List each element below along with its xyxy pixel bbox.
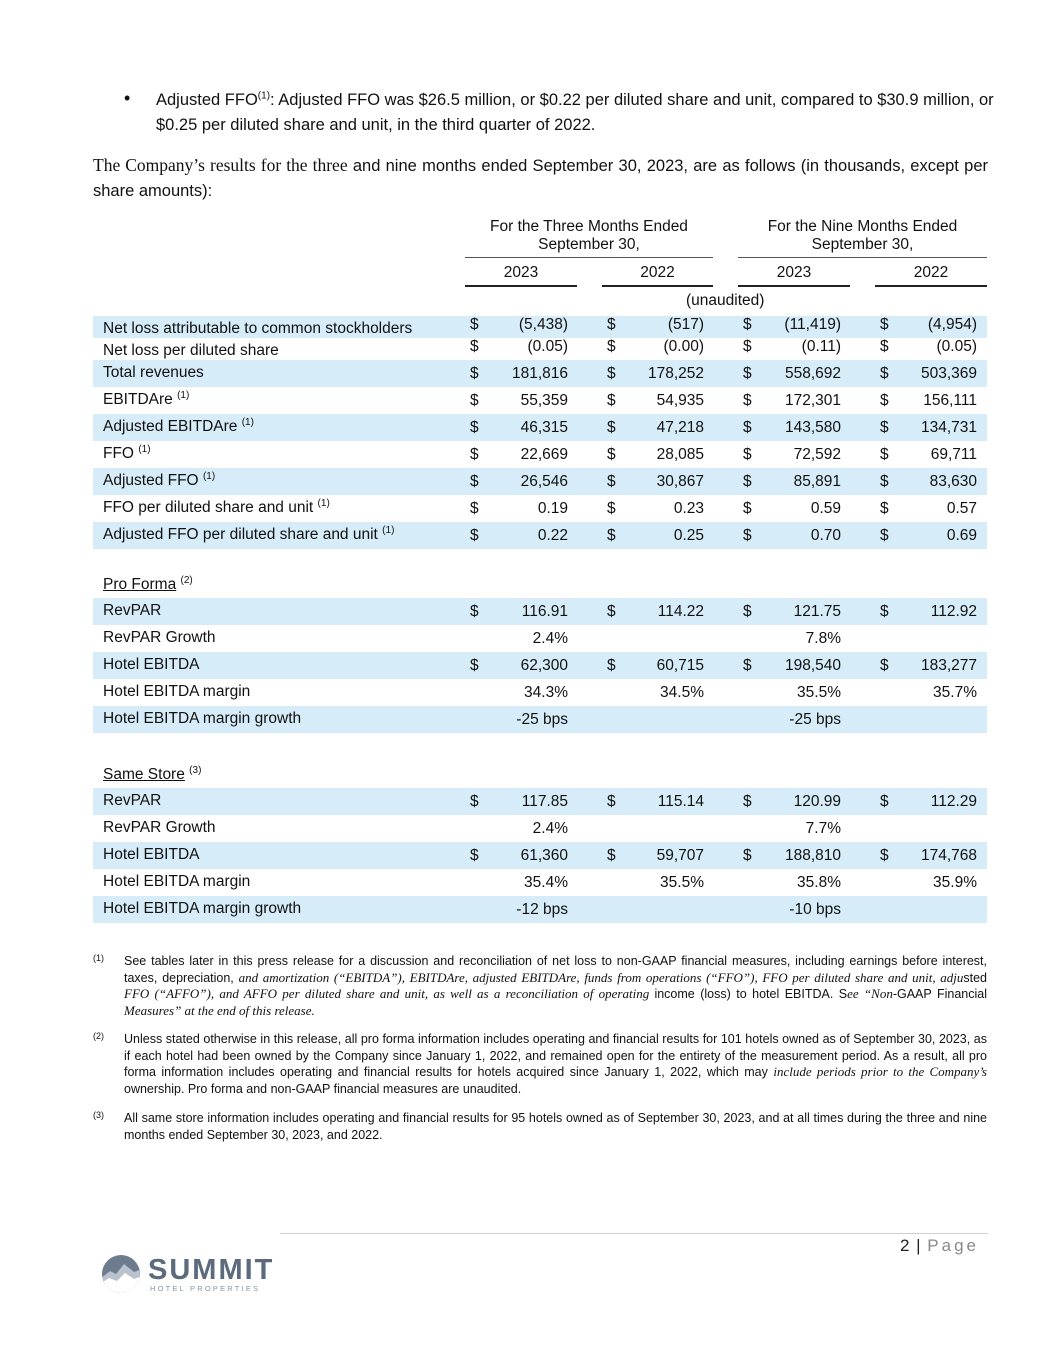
row-label-text: Net loss attributable to common stockholders [103, 320, 413, 337]
dollar-sign: $ [607, 527, 616, 544]
row-label [103, 499, 330, 517]
cell-value: 188,810 [784, 847, 841, 864]
cell-value: 61,360 [520, 847, 568, 864]
cell-value: (517) [667, 316, 704, 333]
dollar-sign: $ [743, 847, 752, 864]
cell-value: 0.69 [946, 527, 977, 544]
cell-value: 7.8% [805, 630, 841, 647]
dollar-sign: $ [743, 365, 752, 382]
same-store-title [103, 766, 201, 784]
cell-value: 72,592 [793, 446, 841, 463]
dollar-sign: $ [607, 847, 616, 864]
footnote-number: (3) [93, 1110, 104, 1120]
footnote-number: (1) [93, 953, 104, 963]
dollar-sign: $ [743, 419, 752, 436]
footnote-segment: and amortization (“EBITDA”), EBITDAre, adjusted EBITDAre, funds from operations (“FFO”), FFO per diluted share and unit, adju [238, 969, 964, 985]
year-col-4-rule [875, 285, 987, 287]
dollar-sign: $ [470, 847, 479, 864]
row-label-sup: (1) [382, 524, 395, 536]
table-row [93, 387, 987, 414]
row-label-sup: (1) [138, 443, 151, 455]
cell-value: 83,630 [929, 473, 977, 490]
cell-value: 35.9% [933, 874, 977, 891]
footnote-text [124, 1110, 987, 1143]
dollar-sign: $ [470, 338, 479, 355]
cell-value: 115.14 [657, 793, 704, 810]
cell-value: (0.05) [936, 338, 977, 355]
dollar-sign: $ [607, 338, 616, 355]
row-label [103, 418, 254, 436]
bullet-text [156, 88, 994, 138]
row-label-sup: (1) [177, 389, 190, 401]
row-label [103, 602, 161, 620]
footnote-segment: -GAAP Financial [892, 987, 987, 1001]
dollar-sign: $ [607, 473, 616, 490]
cell-value: 54,935 [656, 392, 704, 409]
cell-value: -25 bps [516, 711, 568, 728]
dollar-sign: $ [607, 365, 616, 382]
unaudited-label: (unaudited) [686, 292, 765, 309]
bullet-dot-icon: • [124, 88, 131, 108]
row-label-text: Net loss per diluted share [103, 342, 279, 359]
intro-serif: The Company’s results for the three [93, 155, 348, 175]
cell-value: -25 bps [789, 711, 841, 728]
row-label [103, 900, 301, 918]
cell-value: 85,891 [793, 473, 841, 490]
header-three-months-rule [465, 257, 713, 258]
dollar-sign: $ [470, 527, 479, 544]
footnote-segment: ee “Non [847, 986, 893, 1001]
dollar-sign: $ [743, 446, 752, 463]
row-label [103, 364, 204, 382]
table-row [93, 360, 987, 387]
dollar-sign: $ [470, 446, 479, 463]
cell-value: 46,315 [520, 419, 568, 436]
cell-value: 60,715 [656, 657, 704, 674]
pro-forma-row [93, 598, 987, 625]
dollar-sign: $ [880, 316, 889, 333]
row-label-text: Hotel EBITDA [103, 846, 200, 863]
footnote-segment: Measures” at the end of this release. [124, 1002, 315, 1018]
footnote-number: (2) [93, 1031, 104, 1041]
row-label-text: Hotel EBITDA [103, 656, 200, 673]
row-label [103, 792, 161, 810]
mountain-logo-icon [100, 1253, 142, 1295]
table-row [93, 338, 987, 360]
cell-value: -10 bps [789, 901, 841, 918]
dollar-sign: $ [607, 419, 616, 436]
table-row [93, 468, 987, 495]
cell-value: 558,692 [784, 365, 841, 382]
footnote-segment: See tables later in this press release for a discussion and reconciliation of net loss to non-GAAP financial measures, including earnings before interest, taxes, depreciation, [124, 954, 987, 985]
cell-value: 35.8% [797, 874, 841, 891]
cell-value: 7.7% [805, 820, 841, 837]
cell-value: 22,669 [520, 446, 568, 463]
cell-value: 0.23 [673, 500, 704, 517]
cell-value: (0.00) [663, 338, 704, 355]
year-col-3-rule [738, 285, 850, 287]
table-row [93, 495, 987, 522]
dollar-sign: $ [880, 527, 889, 544]
cell-value: 34.5% [660, 684, 704, 701]
row-label [103, 391, 189, 409]
dollar-sign: $ [743, 338, 752, 355]
cell-value: 62,300 [520, 657, 568, 674]
row-label-text: Hotel EBITDA margin growth [103, 900, 302, 917]
pro-forma-title [103, 576, 193, 594]
row-label [103, 342, 279, 360]
row-label-text: Adjusted EBITDAre [103, 418, 238, 435]
dollar-sign: $ [470, 392, 479, 409]
cell-value: 26,546 [520, 473, 568, 490]
cell-value: (0.11) [801, 338, 841, 355]
cell-value: 35.4% [524, 874, 568, 891]
cell-value: 178,252 [647, 365, 704, 382]
cell-value: (11,419) [784, 316, 841, 333]
dollar-sign: $ [470, 365, 479, 382]
pro-forma-row [93, 625, 987, 652]
same-store-sup: (3) [189, 764, 202, 776]
dollar-sign: $ [743, 473, 752, 490]
footnote-segment: All same store information includes operating and financial results for 95 hotels owned as of September 30, 2023, and at all times during the three and nine months ended September 30, 2023, and 2022. [124, 1111, 987, 1142]
footnote-segment: income (loss) to hotel EBITDA. S [654, 987, 848, 1001]
cell-value: 172,301 [784, 392, 841, 409]
cell-value: 143,580 [784, 419, 841, 436]
page-number [900, 1236, 979, 1256]
cell-value: 116.91 [521, 603, 568, 620]
dollar-sign: $ [743, 657, 752, 674]
table-row [93, 414, 987, 441]
dollar-sign: $ [607, 657, 616, 674]
intro-paragraph [93, 153, 988, 204]
dollar-sign: $ [743, 793, 752, 810]
dollar-sign: $ [880, 419, 889, 436]
page-separator: | [910, 1236, 928, 1255]
row-label [103, 445, 151, 463]
cell-value: 0.59 [810, 500, 841, 517]
cell-value: 120.99 [793, 793, 841, 810]
row-label [103, 819, 216, 837]
logo-subtitle: HOTEL PROPERTIES [150, 1284, 261, 1293]
table-row [93, 522, 987, 549]
cell-value: 121.75 [793, 603, 841, 620]
dollar-sign: $ [880, 473, 889, 490]
dollar-sign: $ [470, 793, 479, 810]
footnote-segment: FFO (“AFFO”), and AFFO per diluted share and unit, as well as a reconciliation of operating [124, 986, 655, 1001]
page-number-value: 2 [899, 1236, 911, 1255]
footnote-text [124, 1031, 987, 1097]
cell-value: 198,540 [784, 657, 841, 674]
table-row [93, 441, 987, 468]
dollar-sign: $ [880, 338, 889, 355]
cell-value: 0.57 [946, 500, 977, 517]
same-store-row [93, 788, 987, 815]
row-label-text: Hotel EBITDA margin [103, 873, 251, 890]
dollar-sign: $ [470, 316, 479, 333]
cell-value: 30,867 [656, 473, 704, 490]
row-label-text: Total revenues [103, 364, 204, 381]
header-three-months: For the Three Months Ended September 30, [490, 218, 688, 253]
cell-value: 114.22 [657, 603, 704, 620]
footnote-text [124, 953, 987, 1019]
dollar-sign: $ [470, 419, 479, 436]
dollar-sign: $ [880, 446, 889, 463]
dollar-sign: $ [470, 473, 479, 490]
cell-value: 174,768 [920, 847, 977, 864]
year-col-2: 2022 [640, 264, 675, 281]
footnote-segment: Unless stated otherwise in this release, all pro forma information includes operating and financial results for 101 hotels owned as of September 30, 2023, as if each hotel had been owned by the Company since January 1, 2022, and remained open for the entirety of the measurement period. As a result, all pro forma information includes operating and financial results for hotels acquired since January 1, 2022, which may [124, 1032, 987, 1079]
cell-value: (0.05) [527, 338, 568, 355]
row-label-text: Hotel EBITDA margin [103, 683, 251, 700]
bullet-sup: (1) [257, 90, 271, 102]
dollar-sign: $ [880, 657, 889, 674]
footer-rule [280, 1233, 988, 1234]
row-label-text: RevPAR [103, 602, 162, 619]
cell-value: 503,369 [920, 365, 977, 382]
dollar-sign: $ [470, 500, 479, 517]
footnote-segment: ownership. Pro forma and non-GAAP financial measures are unaudited. [124, 1081, 522, 1096]
row-label-text: RevPAR Growth [103, 819, 216, 836]
footnote-segment: sted [963, 970, 987, 985]
dollar-sign: $ [470, 603, 479, 620]
adjusted-ffo-bullet [124, 88, 994, 138]
footnote [93, 1110, 987, 1143]
dollar-sign: $ [607, 793, 616, 810]
header-nine-months-rule [738, 257, 987, 258]
pro-forma-row [93, 679, 987, 706]
row-label [103, 846, 199, 864]
row-label [103, 526, 394, 544]
year-col-1: 2023 [503, 264, 539, 281]
header-nine-months: For the Nine Months Ended September 30, [767, 218, 958, 253]
dollar-sign: $ [470, 657, 479, 674]
pro-forma-title-text: Pro Forma [103, 576, 177, 593]
dollar-sign: $ [880, 392, 889, 409]
row-label-text: RevPAR Growth [103, 629, 216, 646]
cell-value: 0.22 [537, 527, 568, 544]
cell-value: -12 bps [516, 901, 568, 918]
cell-value: 181,816 [511, 365, 568, 382]
cell-value: 112.29 [930, 793, 977, 810]
same-store-row [93, 815, 987, 842]
row-label [103, 472, 215, 490]
cell-value: 28,085 [656, 446, 704, 463]
cell-value: 35.5% [797, 684, 841, 701]
cell-value: 117.85 [521, 793, 568, 810]
same-store-row [93, 869, 987, 896]
summit-logo [100, 1253, 275, 1298]
cell-value: 2.4% [532, 630, 568, 647]
dollar-sign: $ [880, 365, 889, 382]
row-label [103, 710, 301, 728]
row-label-text: Adjusted FFO per diluted share and unit [103, 526, 378, 543]
dollar-sign: $ [607, 316, 616, 333]
cell-value: 0.25 [673, 527, 704, 544]
cell-value: 183,277 [920, 657, 977, 674]
dollar-sign: $ [743, 527, 752, 544]
dollar-sign: $ [743, 603, 752, 620]
year-col-3: 2023 [776, 264, 812, 281]
cell-value: 34.3% [524, 684, 568, 701]
dollar-sign: $ [880, 603, 889, 620]
year-col-2-rule [602, 285, 713, 287]
dollar-sign: $ [607, 446, 616, 463]
dollar-sign: $ [743, 316, 752, 333]
year-col-1-rule [465, 285, 577, 287]
cell-value: 112.92 [930, 603, 977, 620]
cell-value: 69,711 [930, 446, 977, 463]
footnote [93, 953, 987, 1019]
dollar-sign: $ [880, 847, 889, 864]
dollar-sign: $ [880, 793, 889, 810]
dollar-sign: $ [607, 392, 616, 409]
cell-value: (5,438) [518, 316, 568, 333]
row-label-text: FFO per diluted share and unit [103, 499, 314, 516]
dollar-sign: $ [743, 500, 752, 517]
row-label-text: RevPAR [103, 792, 162, 809]
cell-value: 2.4% [532, 820, 568, 837]
pro-forma-row [93, 706, 987, 733]
cell-value: 156,111 [923, 392, 977, 409]
year-col-4: 2022 [913, 264, 949, 281]
cell-value: 0.19 [537, 500, 568, 517]
cell-value: 134,731 [920, 419, 977, 436]
pro-forma-row [93, 652, 987, 679]
row-label [103, 656, 199, 674]
same-store-row [93, 896, 987, 923]
footnote-segment: include periods prior to the Company’s [773, 1064, 987, 1079]
intro-rest: and nine months ended September 30, 2023, are as follows (in thousands, except per share amounts): [93, 157, 988, 200]
dollar-sign: $ [743, 392, 752, 409]
pro-forma-sup: (2) [180, 574, 193, 586]
page-word: Page [927, 1236, 979, 1255]
row-label [103, 873, 250, 891]
cell-value: 47,218 [656, 419, 704, 436]
dollar-sign: $ [880, 500, 889, 517]
cell-value: 0.70 [810, 527, 841, 544]
same-store-title-text: Same Store [103, 766, 185, 783]
dollar-sign: $ [607, 603, 616, 620]
row-label-sup: (1) [317, 497, 330, 509]
row-label-sup: (1) [241, 416, 254, 428]
logo-name: SUMMIT [148, 1254, 275, 1286]
table-row [93, 316, 987, 338]
bullet-body: : Adjusted FFO was $26.5 million, or $0.22 per diluted share and unit, compared to $30.9 million, or $0.25 per diluted share and unit, in the third quarter of 2022. [156, 91, 994, 134]
cell-value: 35.7% [933, 684, 977, 701]
row-label-text: FFO [103, 445, 134, 462]
dollar-sign: $ [607, 500, 616, 517]
row-label [103, 629, 216, 647]
row-label-text: Hotel EBITDA margin growth [103, 710, 302, 727]
cell-value: 59,707 [656, 847, 704, 864]
cell-value: 35.5% [660, 874, 704, 891]
row-label-text: EBITDAre [103, 391, 173, 408]
row-label [103, 320, 412, 338]
bullet-term: Adjusted FFO [156, 91, 258, 109]
row-label-text: Adjusted FFO [103, 472, 199, 489]
footnote [93, 1031, 987, 1097]
cell-value: 55,359 [520, 392, 568, 409]
cell-value: (4,954) [927, 316, 977, 333]
row-label [103, 683, 250, 701]
row-label-sup: (1) [202, 470, 216, 482]
same-store-row [93, 842, 987, 869]
